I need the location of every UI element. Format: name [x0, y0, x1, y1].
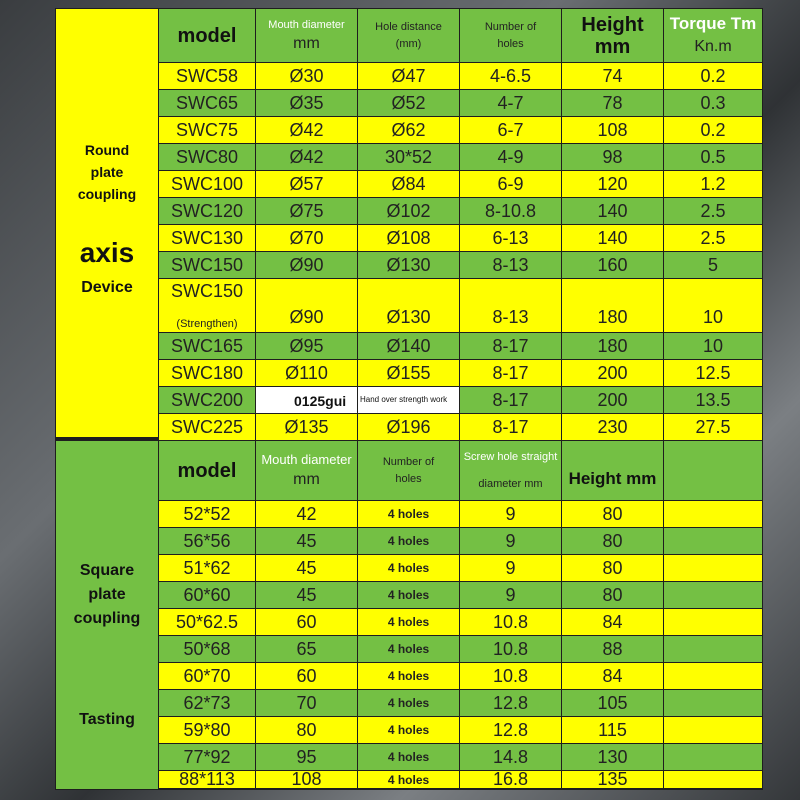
cell-hole: Ø84	[358, 171, 460, 198]
cell-holes: 4 holes	[387, 561, 430, 575]
cell-holes: 4 holes	[387, 723, 430, 737]
cell-hole: Ø52	[358, 90, 460, 117]
square-line-1: Square	[79, 562, 135, 579]
cell-screw: 14.8	[460, 744, 562, 771]
cell-model: SWC130	[159, 225, 256, 252]
cell-model: SWC150	[159, 252, 256, 279]
table-row	[159, 663, 762, 690]
cell-holes: 4 holes	[387, 696, 430, 710]
cell-hole: Ø47	[358, 63, 460, 90]
cell-model: 56*56	[159, 528, 256, 555]
cell-model: SWC225	[159, 414, 256, 441]
cell-mouth: Ø30	[256, 63, 358, 90]
cell-mouth: 45	[256, 528, 358, 555]
cell-screw: 12.8	[460, 717, 562, 744]
cell-height: 80	[562, 501, 664, 528]
cell-height: 84	[562, 663, 664, 690]
cell-screw: 16.8	[460, 771, 562, 789]
tasting-label: Tasting	[79, 711, 135, 728]
square-header-mouth: Mouth diameter	[261, 451, 352, 467]
cell-height: 120	[562, 171, 664, 198]
table-row	[159, 690, 762, 717]
cell-hole: Ø130	[358, 252, 460, 279]
table-row	[159, 333, 762, 360]
cell-hole: Ø130	[358, 279, 460, 333]
cell-model: SWC165	[159, 333, 256, 360]
cell-mouth: Ø42	[256, 144, 358, 171]
cell-height: 200	[562, 387, 664, 414]
cell-hole: Ø196	[358, 414, 460, 441]
cell-screw: 10.8	[460, 636, 562, 663]
cell-screw: 9	[460, 555, 562, 582]
cell-screw: 12.8	[460, 690, 562, 717]
cell-height: 74	[562, 63, 664, 90]
cell-holes: 4 holes	[387, 642, 430, 656]
cell-model: 62*73	[159, 690, 256, 717]
square-line-2: plate	[88, 586, 126, 603]
table-row	[159, 360, 762, 387]
cell-holes: 4 holes	[387, 588, 430, 602]
cell-height: 80	[562, 555, 664, 582]
cell-torque: 0.2	[664, 117, 762, 144]
table-row	[159, 90, 762, 117]
cell-mouth: 45	[256, 582, 358, 609]
cell-num: 4-9	[460, 144, 562, 171]
cell-hole: Ø108	[358, 225, 460, 252]
round-line-2: plate	[90, 164, 124, 180]
cell-mouth: Ø95	[256, 333, 358, 360]
cell-torque: 0.2	[664, 63, 762, 90]
cell-height: 140	[562, 198, 664, 225]
square-line-3: coupling	[73, 610, 141, 627]
watermark-small-text: Hand over strength work	[360, 395, 448, 404]
table-row	[159, 501, 762, 528]
cell-model: 60*70	[159, 663, 256, 690]
cell-height: 80	[562, 528, 664, 555]
square-header-num: Number of	[382, 456, 435, 469]
cell-num: 4-7	[460, 90, 562, 117]
table-row	[159, 225, 762, 252]
round-header-row	[159, 9, 762, 63]
table-row	[159, 144, 762, 171]
cell-mouth: Ø75	[256, 198, 358, 225]
cell-mouth: Ø135	[256, 414, 358, 441]
cell-model: 88*113	[159, 771, 256, 789]
cell-torque: 10	[664, 333, 762, 360]
spec-sheet	[55, 8, 763, 790]
cell-holes: 4 holes	[387, 750, 430, 764]
round-header-mouth: Mouth diameter	[268, 18, 345, 31]
cell-screw: 9	[460, 501, 562, 528]
cell-num: 6-13	[460, 225, 562, 252]
round-header-torque-unit: Kn.m	[694, 38, 732, 56]
cell-height: 80	[562, 582, 664, 609]
cell-model: SWC180	[159, 360, 256, 387]
cell-torque: 13.5	[664, 387, 762, 414]
square-group-label	[56, 441, 159, 789]
cell-model: 60*60	[159, 582, 256, 609]
cell-hole: Ø155	[358, 360, 460, 387]
table-row	[159, 582, 762, 609]
device-label: Device	[81, 279, 133, 296]
round-header-hole: Hole distance	[375, 21, 442, 34]
cell-height: 230	[562, 414, 664, 441]
cell-torque: 1.2	[664, 171, 762, 198]
cell-mouth: 45	[256, 555, 358, 582]
table-row	[159, 387, 762, 414]
cell-num: 8-17	[460, 333, 562, 360]
cell-model: SWC150	[170, 281, 244, 301]
cell-holes: 4 holes	[387, 669, 430, 683]
cell-model: SWC65	[159, 90, 256, 117]
cell-holes: 4 holes	[387, 772, 430, 787]
cell-mouth: Ø57	[256, 171, 358, 198]
table-row	[159, 198, 762, 225]
cell-mouth: 60	[256, 663, 358, 690]
cell-mouth: 70	[256, 690, 358, 717]
cell-model: 51*62	[159, 555, 256, 582]
square-header-height: Height mm	[568, 469, 657, 489]
round-line-1: Round	[84, 142, 130, 158]
cell-height: 140	[562, 225, 664, 252]
cell-holes: 4 holes	[387, 615, 430, 629]
cell-height: 84	[562, 609, 664, 636]
square-header-screw-bot: diameter mm	[478, 477, 543, 490]
cell-screw: 10.8	[460, 663, 562, 690]
square-header-row	[159, 441, 762, 501]
cell-holes: 4 holes	[387, 507, 430, 521]
cell-mouth: 60	[256, 609, 358, 636]
round-header-model: model	[177, 24, 237, 47]
cell-mouth: Ø90	[256, 252, 358, 279]
cell-num: 8-13	[460, 252, 562, 279]
round-header-mouth-unit: mm	[293, 34, 320, 52]
cell-mouth: 65	[256, 636, 358, 663]
table-row	[159, 717, 762, 744]
cell-hole: 30*52	[358, 144, 460, 171]
cell-mouth: 95	[256, 744, 358, 771]
cell-height: 115	[562, 717, 664, 744]
table-row	[159, 171, 762, 198]
strengthen-note: (Strengthen)	[176, 318, 238, 330]
cell-height: 88	[562, 636, 664, 663]
cell-screw: 9	[460, 582, 562, 609]
cell-height: 160	[562, 252, 664, 279]
cell-num: 6-7	[460, 117, 562, 144]
cell-height: 105	[562, 690, 664, 717]
cell-mouth: Ø35	[256, 90, 358, 117]
cell-torque: 0.5	[664, 144, 762, 171]
cell-mouth: Ø90	[256, 279, 358, 333]
cell-mouth: 108	[256, 771, 358, 789]
cell-height: 135	[562, 771, 664, 789]
cell-torque: 12.5	[664, 360, 762, 387]
cell-num: 8-17	[460, 387, 562, 414]
cell-num: 8-17	[460, 360, 562, 387]
cell-model: 50*62.5	[159, 609, 256, 636]
cell-mouth: Ø42	[256, 117, 358, 144]
axis-label: axis	[79, 237, 135, 268]
table-row	[159, 771, 762, 789]
cell-model: 52*52	[159, 501, 256, 528]
cell-height: 108	[562, 117, 664, 144]
cell-screw: 9	[460, 528, 562, 555]
cell-model: 59*80	[159, 717, 256, 744]
cell-hole: Ø62	[358, 117, 460, 144]
round-header-height: Height mm	[581, 13, 644, 58]
cell-num: 8-17	[460, 414, 562, 441]
cell-num: 6-9	[460, 171, 562, 198]
cell-hole: Ø140	[358, 333, 460, 360]
square-header-num-bot: holes	[395, 472, 422, 485]
cell-mouth: Ø110	[256, 360, 358, 387]
cell-torque: 10	[664, 279, 762, 333]
round-header-hole-unit: (mm)	[395, 37, 422, 50]
table-row	[159, 744, 762, 771]
table-row-strengthen	[159, 279, 762, 333]
table-row	[159, 252, 762, 279]
square-header-screw: Screw hole straight	[463, 451, 558, 464]
cell-model: SWC100	[159, 171, 256, 198]
cell-model: SWC80	[159, 144, 256, 171]
cell-model: SWC75	[159, 117, 256, 144]
table-row	[159, 414, 762, 441]
cell-height: 180	[562, 279, 664, 333]
cell-torque: 5	[664, 252, 762, 279]
cell-height: 180	[562, 333, 664, 360]
square-header-mouth-unit: mm	[293, 470, 320, 488]
cell-height: 98	[562, 144, 664, 171]
table-row	[159, 636, 762, 663]
table-row	[159, 609, 762, 636]
cell-num: 8-13	[460, 279, 562, 333]
round-header-torque: Torque Tm	[669, 14, 757, 34]
cell-torque: 2.5	[664, 198, 762, 225]
cell-height: 130	[562, 744, 664, 771]
cell-torque: 0.3	[664, 90, 762, 117]
cell-model: 77*92	[159, 744, 256, 771]
cell-torque: 27.5	[664, 414, 762, 441]
round-header-num: Number of	[484, 21, 537, 34]
table-row	[159, 63, 762, 90]
table-row	[159, 555, 762, 582]
cell-model: SWC200	[159, 387, 256, 414]
cell-height: 200	[562, 360, 664, 387]
cell-num: 8-10.8	[460, 198, 562, 225]
table-row	[159, 117, 762, 144]
round-header-num-bot: holes	[497, 37, 524, 50]
cell-model: SWC58	[159, 63, 256, 90]
cell-height: 78	[562, 90, 664, 117]
cell-hole: Ø102	[358, 198, 460, 225]
cell-model: 50*68	[159, 636, 256, 663]
square-header-model: model	[177, 459, 237, 482]
round-line-3: coupling	[77, 186, 137, 202]
cell-holes: 4 holes	[387, 534, 430, 548]
watermark-text: 0125gui	[294, 393, 347, 409]
cell-model: SWC120	[159, 198, 256, 225]
table-row	[159, 528, 762, 555]
cell-mouth: Ø70	[256, 225, 358, 252]
round-group-label	[56, 9, 159, 437]
cell-torque: 2.5	[664, 225, 762, 252]
cell-mouth: 80	[256, 717, 358, 744]
cell-num: 4-6.5	[460, 63, 562, 90]
cell-screw: 10.8	[460, 609, 562, 636]
cell-mouth: 42	[256, 501, 358, 528]
